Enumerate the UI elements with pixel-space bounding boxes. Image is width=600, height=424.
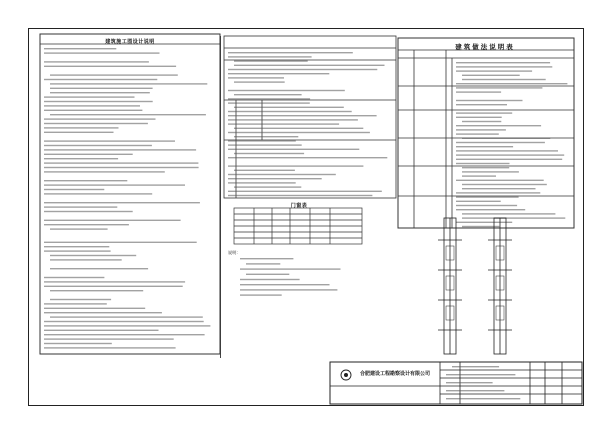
left-text-line: [44, 343, 112, 344]
right-text-line: [456, 192, 540, 193]
middle-text-line: [234, 60, 308, 61]
left-text-line: [50, 290, 143, 291]
right-text-line: [456, 154, 564, 155]
right-text-line: [456, 83, 567, 84]
right-text-line: [456, 125, 541, 126]
right-text-bars: [456, 62, 567, 227]
left-text-line: [44, 189, 104, 190]
right-text-line: [456, 180, 544, 181]
right-text-line: [462, 79, 546, 80]
middle-text-line: [228, 149, 359, 150]
middle-text-line: [228, 195, 372, 196]
right-text-line: [456, 205, 517, 206]
note-text-bars: [240, 258, 341, 296]
right-text-line: [456, 104, 507, 105]
middle-text-line: [228, 73, 329, 74]
right-text-line: [462, 188, 536, 189]
left-text-line: [44, 61, 149, 62]
right-text-line: [462, 217, 565, 218]
right-text-line: [462, 171, 519, 172]
left-text-line: [44, 184, 185, 185]
right-text-line: [456, 150, 558, 151]
left-text-line: [44, 338, 174, 339]
middle-text-line: [234, 94, 302, 95]
left-text-line: [50, 259, 122, 260]
left-text-line: [44, 123, 148, 124]
door-table-lines: [234, 208, 362, 244]
left-text-line: [44, 101, 153, 102]
left-text-line: [44, 202, 200, 203]
left-text-line: [44, 180, 127, 181]
left-text-line: [44, 308, 145, 309]
title-block-text-line: [446, 374, 515, 375]
left-text-line: [44, 132, 114, 133]
right-text-line: [456, 201, 501, 202]
right-text-line: [462, 138, 550, 139]
middle-text-line: [234, 186, 301, 187]
left-text-line: [44, 325, 210, 326]
left-text-line: [44, 96, 135, 97]
left-text-line: [44, 158, 118, 159]
left-text-line: [44, 171, 165, 172]
note-text-line: [240, 268, 341, 269]
left-text-line: [44, 193, 152, 194]
middle-text-line: [228, 140, 296, 141]
middle-text-line: [234, 65, 385, 66]
construction-method-title: 建筑做法说明表: [455, 43, 515, 51]
left-text-line: [44, 167, 199, 168]
title-block-text-line: [452, 366, 499, 367]
left-text-line: [44, 277, 104, 278]
middle-text-line: [228, 115, 377, 116]
right-text-line: [456, 117, 502, 118]
note-text-line: [240, 294, 282, 295]
middle-text-line: [228, 69, 377, 70]
middle-text-line: [228, 191, 382, 192]
right-text-line: [462, 175, 496, 176]
middle-text-line: [234, 81, 285, 82]
left-text-line: [44, 48, 116, 49]
left-text-line: [44, 286, 183, 287]
right-text-line: [456, 196, 519, 197]
left-text-line: [44, 312, 162, 313]
left-text-line: [44, 110, 142, 111]
note-text-line: [246, 274, 289, 275]
right-text-line: [456, 91, 501, 92]
middle-text-line: [228, 182, 296, 183]
left-text-line: [44, 321, 204, 322]
left-text-line: [50, 316, 203, 317]
middle-text-line: [228, 174, 336, 175]
left-text-line: [50, 255, 136, 256]
note-text-line: [240, 284, 330, 285]
left-text-line: [44, 162, 198, 163]
left-text-line: [44, 118, 156, 119]
right-text-line: [462, 184, 547, 185]
middle-text-line: [228, 132, 370, 133]
left-text-line: [50, 228, 108, 229]
title-block-text-line: [446, 390, 504, 391]
left-text-line: [50, 114, 206, 115]
left-text-line: [44, 246, 109, 247]
company-name: 合肥建设工程勘察设计有限公司: [360, 371, 431, 377]
middle-text-line: [228, 178, 322, 179]
middle-text-line: [228, 157, 387, 158]
middle-text-line: [228, 98, 310, 99]
left-text-line: [50, 88, 153, 89]
left-text-line: [44, 206, 117, 207]
note-text-line: [240, 279, 300, 280]
right-text-line: [456, 133, 499, 134]
title-block-text-line: [446, 398, 520, 399]
left-text-line: [44, 66, 176, 67]
note-text-line: [246, 263, 280, 264]
left-text-line: [44, 105, 140, 106]
right-text-line: [456, 129, 506, 130]
note-text-line: [240, 258, 293, 259]
right-text-line: [456, 222, 512, 223]
right-text-line: [456, 112, 512, 113]
left-text-line: [44, 154, 133, 155]
middle-text-line: [228, 102, 310, 103]
left-text-line: [44, 127, 119, 128]
left-text-line: [44, 347, 176, 348]
right-text-line: [456, 70, 532, 71]
middle-text-line: [228, 111, 352, 112]
right-text-line: [456, 87, 542, 88]
left-text-line: [44, 303, 107, 304]
left-text-line: [50, 74, 178, 75]
right-text-line: [456, 62, 550, 63]
wall-section-lines: [438, 218, 512, 354]
left-text-line: [50, 92, 150, 93]
right-text-line: [456, 146, 513, 147]
right-text-line: [462, 121, 501, 122]
right-text-line: [456, 209, 525, 210]
right-text-line: [462, 75, 520, 76]
legend-note: 说明：: [228, 250, 241, 255]
right-text-line: [456, 159, 562, 160]
left-text-line: [44, 224, 129, 225]
left-text-line: [44, 211, 133, 212]
middle-text-line: [234, 128, 363, 129]
note-text-line: [240, 289, 337, 290]
left-text-line: [44, 79, 157, 80]
right-text-line: [456, 66, 552, 67]
left-text-bars: [44, 48, 210, 349]
company-logo: [341, 370, 351, 380]
middle-text-line: [228, 119, 358, 120]
left-text-line: [44, 149, 196, 150]
middle-text-line: [234, 170, 295, 171]
left-text-line: [44, 220, 181, 221]
middle-text-line: [228, 56, 312, 57]
right-text-line: [456, 163, 510, 164]
left-text-line: [44, 250, 111, 251]
middle-text-line: [228, 77, 284, 78]
left-text-line: [44, 242, 197, 243]
left-text-line: [50, 299, 111, 300]
middle-text-line: [228, 144, 302, 145]
middle-text-line: [234, 107, 344, 108]
design-notes-title: 建筑施工图设计说明: [105, 39, 155, 45]
left-text-line: [44, 330, 159, 331]
middle-text-line: [234, 153, 304, 154]
middle-text-line: [228, 123, 339, 124]
left-text-line: [50, 83, 207, 84]
left-text-line: [44, 52, 160, 53]
left-text-line: [44, 334, 205, 335]
middle-panel-lines: [224, 36, 396, 198]
left-text-line: [44, 145, 152, 146]
right-text-line: [462, 167, 509, 168]
middle-text-line: [228, 52, 353, 53]
left-text-line: [50, 268, 148, 269]
middle-text-line: [228, 165, 363, 166]
title-block-text-line: [446, 382, 493, 383]
right-text-line: [456, 142, 545, 143]
left-text-line: [44, 140, 175, 141]
middle-text-bars: [228, 52, 387, 196]
left-text-line: [44, 281, 185, 282]
door-window-title: 门窗表: [290, 203, 308, 209]
middle-text-line: [228, 90, 345, 91]
middle-text-line: [234, 136, 298, 137]
right-text-line: [456, 100, 523, 101]
right-text-line: [462, 213, 555, 214]
